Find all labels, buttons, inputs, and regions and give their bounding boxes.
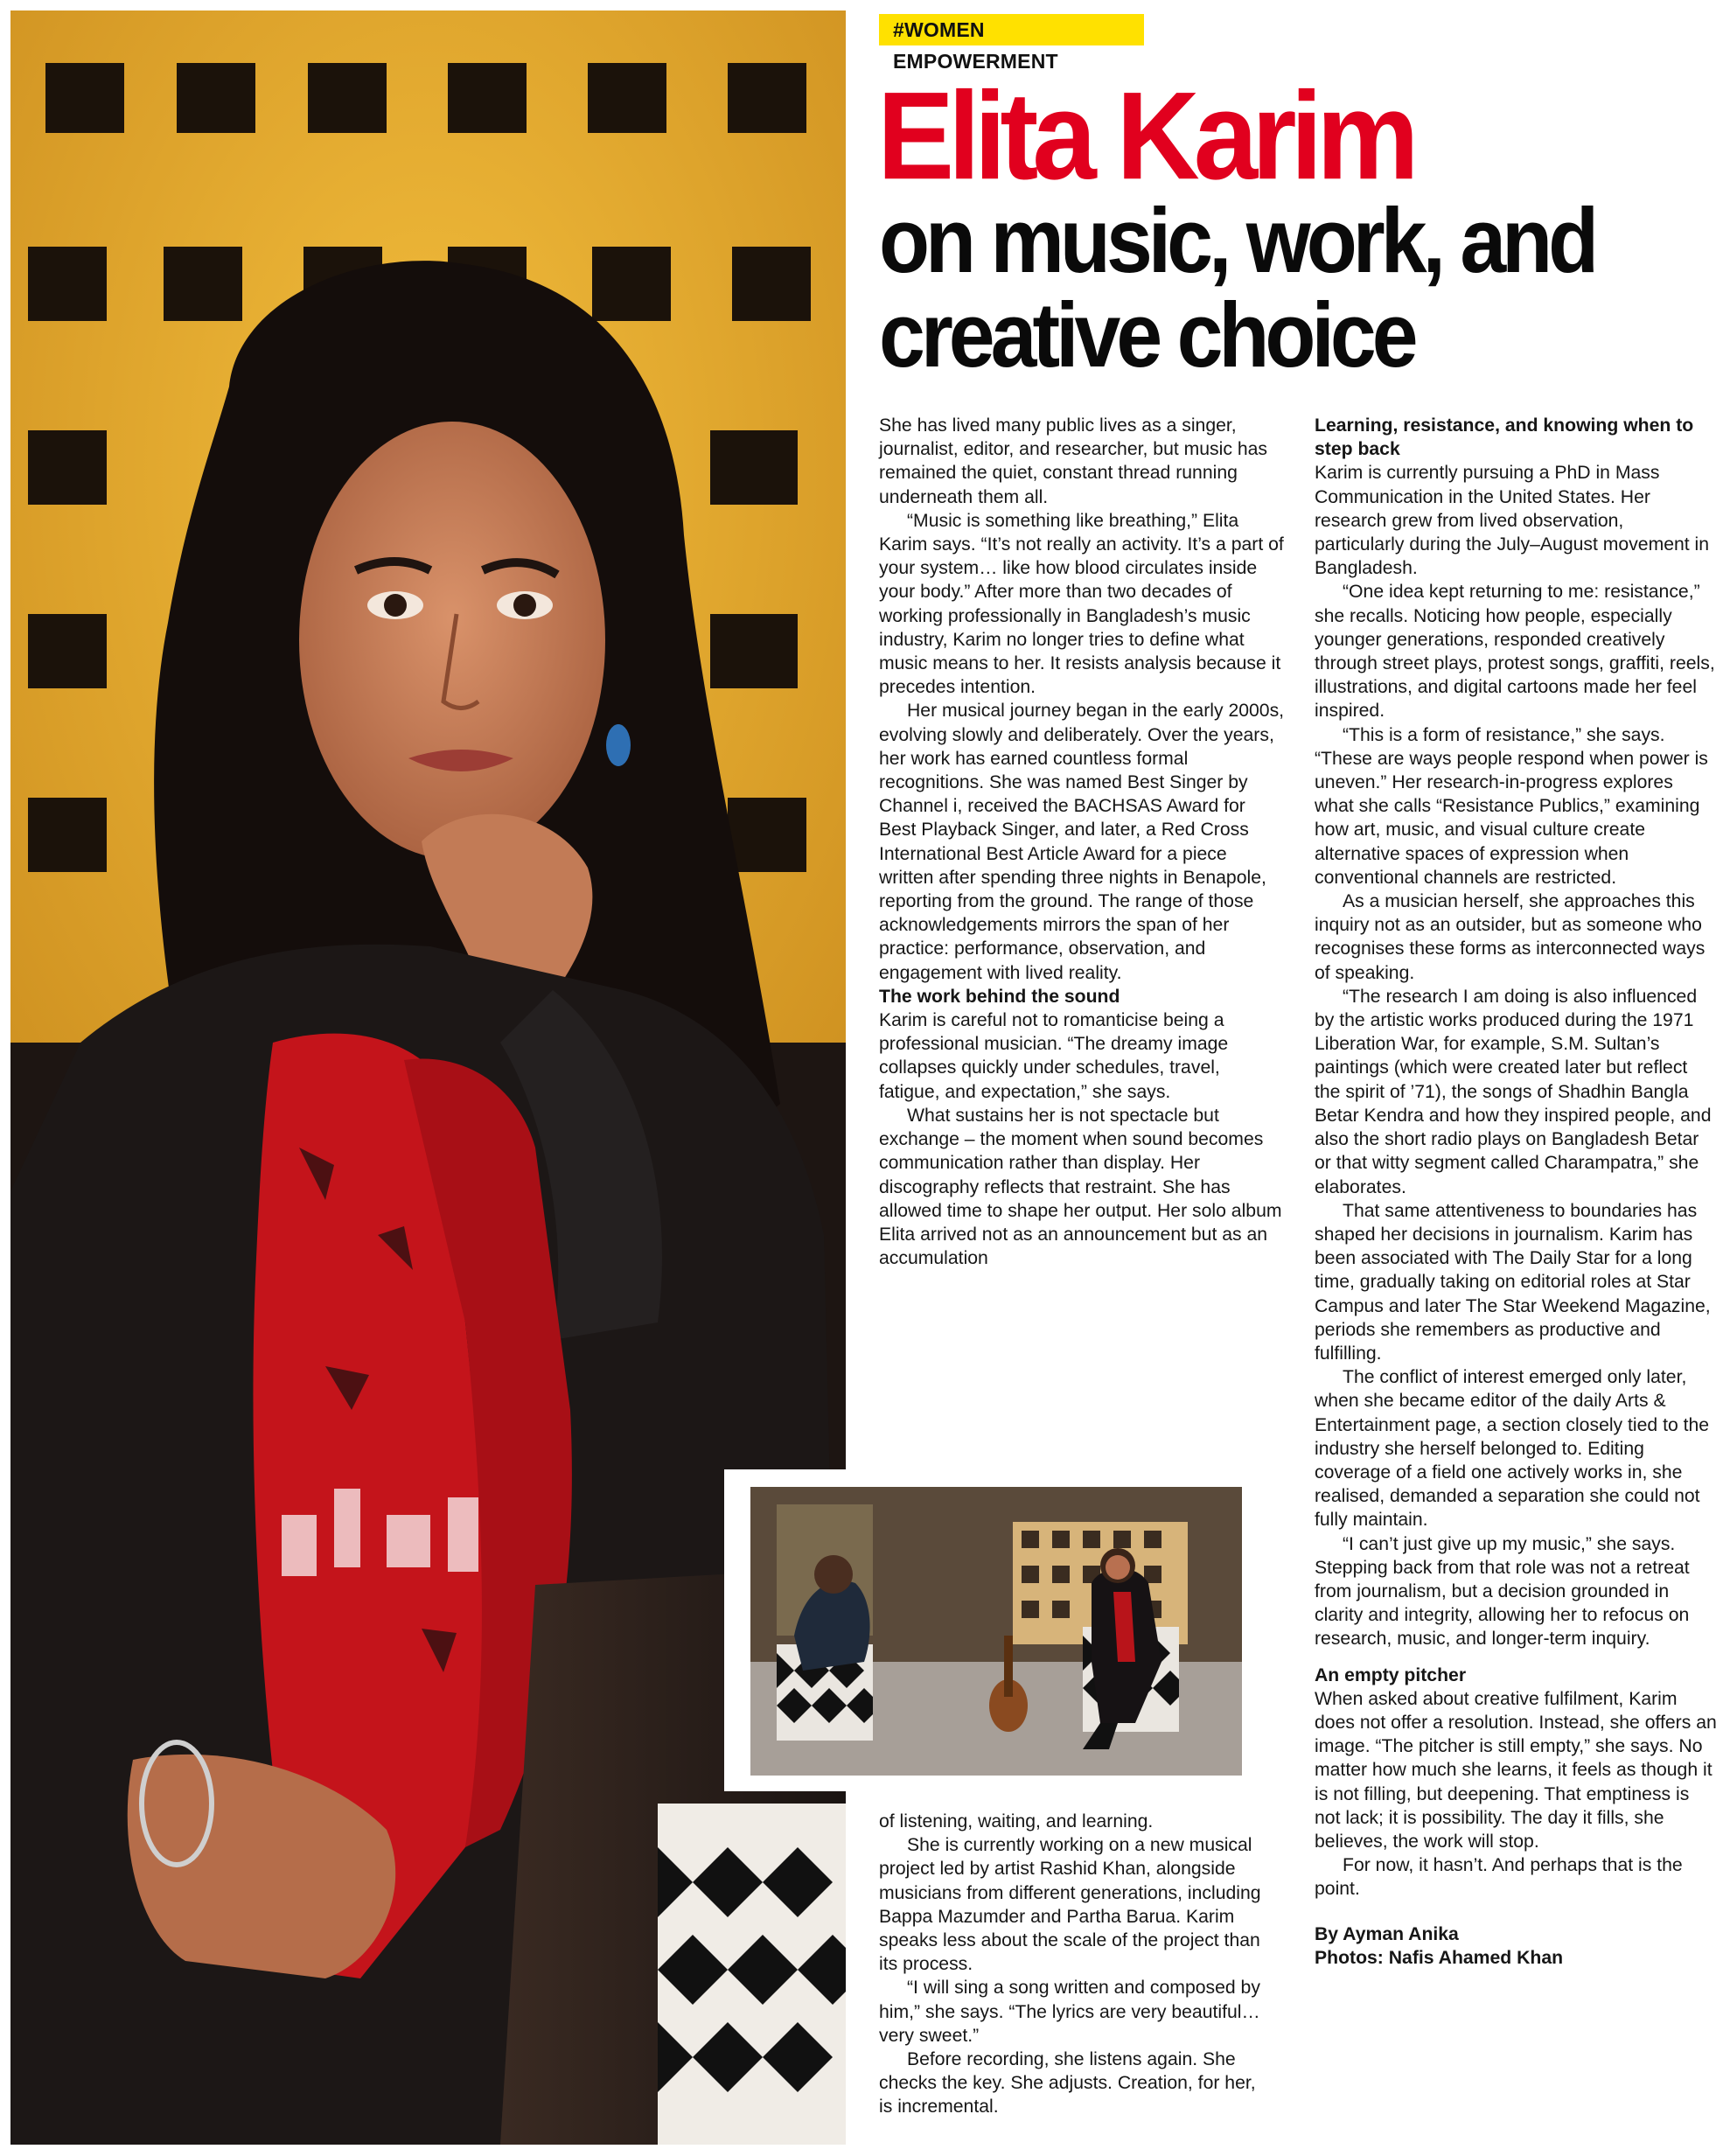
paragraph: Karim is currently pursuing a PhD in Mass Communication in the United States. Her research grew from lived observation, particularly during the July–August movement in Bangladesh. [1315,463,1710,579]
article-column-1-top [879,414,1286,1270]
paragraph: That same attentiveness to boundaries has shaped her decisions in journalism. Karim has been associated with The Daily Star for a long time, gradually taking on editorial roles at Star Campus and later The Star Weekend Magazine, periods she remembers as productive and fulfilling. [1315,1200,1711,1364]
paragraph: “One idea kept returning to me: resistance,” she recalls. Noticing how people, especially younger generations, responded creatively through street plays, protest songs, graffiti, reels, illustrations, and digital cartoons made her feel inspired. [1315,582,1715,722]
inset-interview-photo [724,1469,1259,1791]
paragraph: “Music is something like breathing,” Elita Karim says. “It’s not really an activity. It’s a part of your system… like how blood circulates inside your body.” After more than two decades of working professionally in Bangladesh’s music industry, Karim no longer tries to define what music means to her. It resists analysis because it precedes intention. [879,510,1284,698]
paragraph: When asked about creative fulfilment, Karim does not offer a resolution. Instead, she offers an image. “The pitcher is still empty,” she says. No matter how much she learns, it feels as though it is not filling, but deepening. That emptiness is not lack; it is possibility. The day it fills, she believes, the work will stop. [1315,1688,1717,1852]
section-heading: The work behind the sound [879,986,1120,1007]
paragraph: “This is a form of resistance,” she says. “These are ways people respond when power is uneven.” Her research-in-progress explores what she calls “Resistance Publics,” examining how art, music, and visual culture create alternative spaces of expression when conventional channels are restricted. [1315,724,1708,888]
headline-name: Elita Karim [877,66,1413,206]
main-portrait-photo [10,10,846,2145]
article-column-2 [1315,414,1717,1970]
paragraph: Her musical journey began in the early 2000s, evolving slowly and deliberately. Over the years, her work has earned countless formal recognitions. She was named Best Singer by Channel i, received the BACHSAS Award for Best Playback Singer, and later, a Red Cross International Best Article Award for a piece written after spending three nights in Benapole, reporting from the ground. The range of those acknowledgements mirrors the span of her practice: performance, observation, and engagement with lived reality. [879,701,1285,983]
paragraph: The conflict of interest emerged only later, when she became editor of the daily Arts & Entertainment page, a section closely tied to the industry she herself belonged to. Editing coverage of a field one actively works in, she realised, demanded a separation she could not fully maintain. [1315,1367,1710,1531]
paragraph: of listening, waiting, and learning. [879,1811,1154,1832]
paragraph: As a musician herself, she approaches this inquiry not as an outsider, but as someone who recognises these forms as interconnected ways of speaking. [1315,891,1706,983]
interview-scene-illustration [750,1487,1242,1776]
paragraph: Karim is careful not to romanticise being a professional musician. “The dreamy image collapses quickly under schedules, travel, fatigue, and expectation,” she says. [879,1010,1229,1102]
paragraph: She has lived many public lives as a singer, journalist, editor, and researcher, but music has remained the quiet, constant thread running underneath them all. [879,415,1267,507]
photo-credit: Photos: Nafis Ahamed Khan [1315,1947,1564,1968]
paragraph: What sustains her is not spectacle but exchange – the moment when sound becomes communication rather than display. Her discography reflects that restraint. She has allowed time to shape her output. Her solo album Elita arrived not as an announcement but as an accumulation [879,1105,1282,1269]
portrait-illustration [10,10,846,2145]
paragraph: “I can’t just give up my music,” she says. Stepping back from that role was not a retreat from journalism, but a decision grounded in clarity and integrity, allowing her to refocus on research, music, and longer-term inquiry. [1315,1533,1690,1650]
paragraph: For now, it hasn’t. And perhaps that is the point. [1315,1855,1683,1900]
section-heading: Learning, resistance, and knowing when to step back [1315,415,1694,460]
article-column-1-bottom [879,1810,1264,2119]
paragraph: She is currently working on a new musical project led by artist Rashid Khan, alongside musicians from different generations, including Bappa Mazumder and Partha Barua. Karim speaks less about the scale of the project than its process. [879,1835,1261,1975]
paragraph: “The research I am doing is also influenced by the artistic works produced during the 1971 Liberation War, for example, S.M. Sultan’s paintings (which were created later but reflect the spirit of ’71), the songs of Shadhin Bangla Betar Kendra and how they inspired people, and also the short radio plays on Bangladesh Betar or that witty segment called Charampatra,” she elaborates. [1315,986,1712,1197]
section-tag: #WOMEN EMPOWERMENT [879,14,1144,45]
section-heading: An empty pitcher [1315,1664,1467,1685]
paragraph: Before recording, she listens again. She checks the key. She adjusts. Creation, for her, is incremental. [879,2049,1256,2118]
paragraph: “I will sing a song written and composed by him,” she says. “The lyrics are very beautiful…very sweet.” [879,1978,1260,2046]
author-byline: By Ayman Anika [1315,1923,1459,1944]
subheadline: on music, work, and creative choice [879,190,1595,387]
